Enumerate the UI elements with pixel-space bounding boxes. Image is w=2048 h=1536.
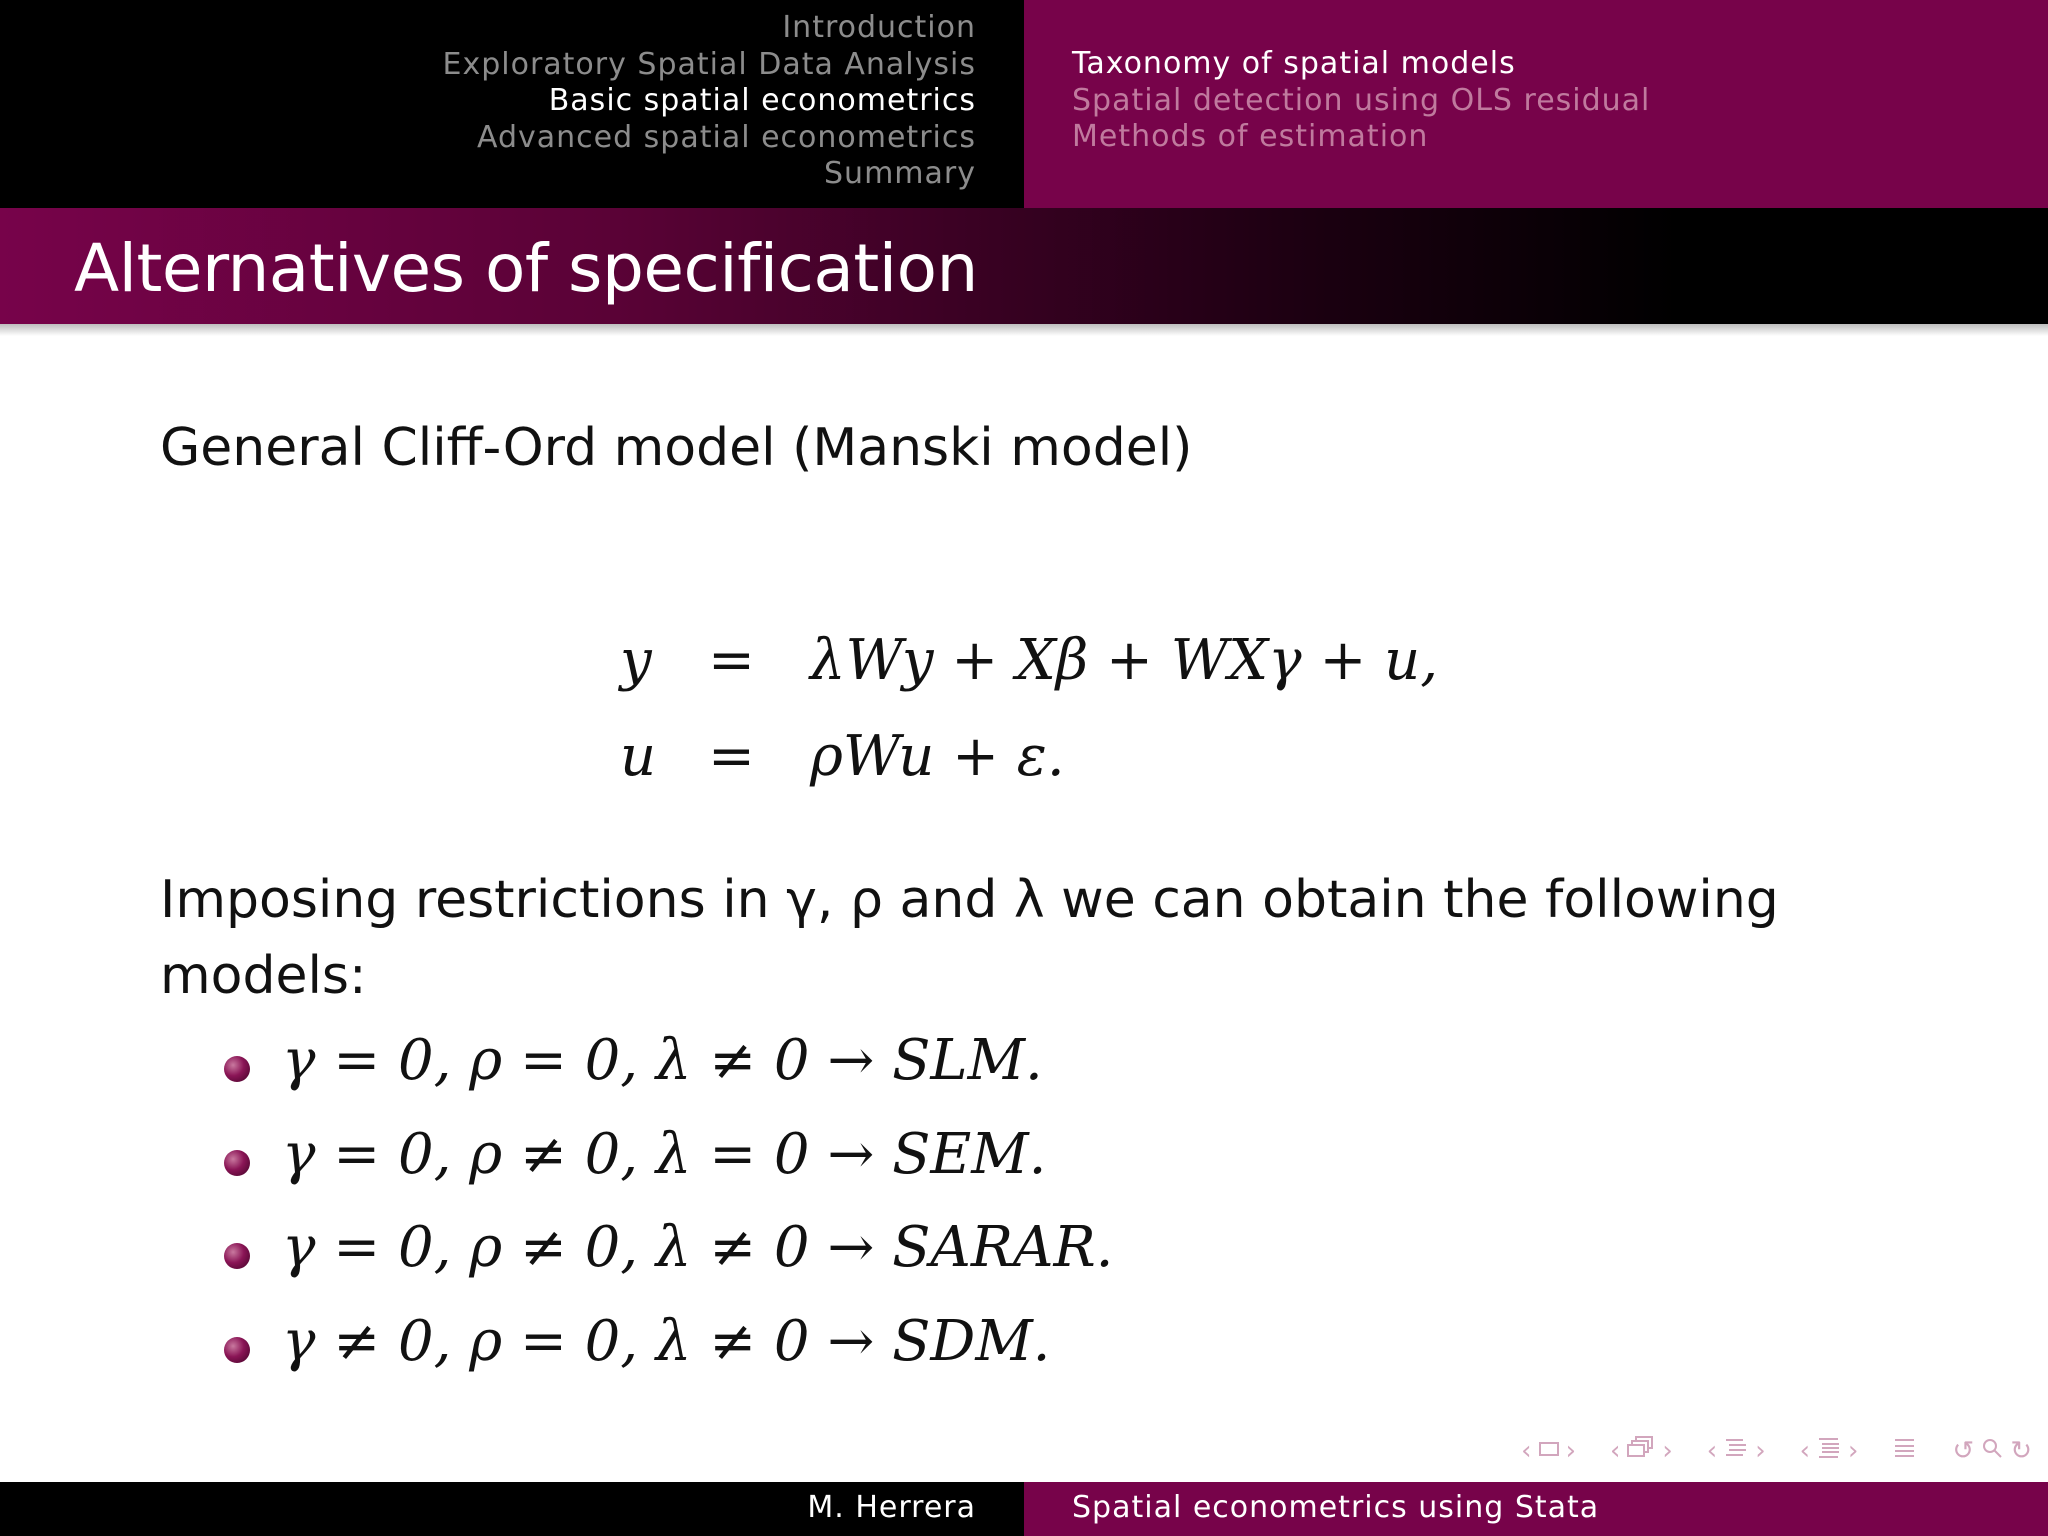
equation-relation: = — [708, 724, 755, 789]
subsection-spatial-detection-ols-residual[interactable]: Spatial detection using OLS residual — [1072, 82, 1651, 118]
section-list — [443, 10, 977, 193]
equation-lhs: y — [620, 628, 652, 693]
equation-rhs: ρWu + ε. — [810, 724, 1065, 789]
footer-talk-title: Spatial econometrics using Stata — [1072, 1490, 1600, 1525]
arrow-right-icon[interactable]: › — [1662, 1436, 1673, 1466]
navigation-symbols — [1521, 1434, 2032, 1468]
search-icon[interactable] — [1980, 1436, 2004, 1467]
title-shadow — [0, 324, 2048, 336]
document-icon[interactable] — [1816, 1436, 1842, 1467]
subsection-icon[interactable] — [1626, 1435, 1656, 1468]
section-basic-spatial-econometrics[interactable]: Basic spatial econometrics — [548, 83, 976, 118]
restrictions-paragraph: Imposing restrictions in γ, ρ and λ we can obtain the following models: — [160, 870, 1779, 1006]
bullet-icon — [224, 1150, 250, 1176]
arrow-right-icon[interactable]: › — [1755, 1436, 1766, 1466]
model-condition: γ = 0, ρ ≠ 0, λ ≠ 0 → SARAR. — [282, 1215, 1114, 1280]
bullet-icon — [224, 1243, 250, 1269]
frame-icon[interactable] — [1538, 1436, 1560, 1466]
appendix-icon[interactable] — [1892, 1436, 1918, 1467]
arrow-left-icon[interactable]: ‹ — [1706, 1436, 1718, 1466]
frame-title: Alternatives of specification — [74, 230, 978, 307]
frame-title-bar — [0, 208, 2048, 324]
arrow-left-icon[interactable]: ‹ — [1521, 1436, 1532, 1466]
model-condition: γ = 0, ρ = 0, λ ≠ 0 → SLM. — [282, 1028, 1043, 1093]
back-icon[interactable]: ↺ — [1952, 1436, 1975, 1466]
subsection-taxonomy-of-spatial-models[interactable]: Taxonomy of spatial models — [1072, 46, 1516, 81]
section-icon[interactable] — [1723, 1436, 1749, 1467]
arrow-left-icon[interactable]: ‹ — [1609, 1436, 1621, 1466]
section-introduction[interactable]: Introduction — [782, 10, 976, 45]
equation-lhs: u — [620, 724, 657, 789]
footer-author-panel — [0, 1482, 1024, 1536]
footer-author: M. Herrera — [807, 1490, 976, 1525]
forward-icon[interactable]: ↻ — [2010, 1436, 2032, 1466]
section-nav-panel — [0, 0, 1024, 208]
arrow-right-icon[interactable]: › — [1848, 1436, 1859, 1466]
footer — [0, 1482, 2048, 1536]
section-summary[interactable]: Summary — [824, 156, 976, 191]
subsection-methods-of-estimation[interactable]: Methods of estimation — [1072, 119, 1429, 154]
model-condition: γ ≠ 0, ρ = 0, λ ≠ 0 → SDM. — [282, 1308, 1051, 1374]
arrow-left-icon[interactable]: ‹ — [1799, 1436, 1810, 1466]
intro-text: General Cliff-Ord model (Manski model) — [160, 418, 1193, 478]
equation-relation: = — [708, 628, 755, 693]
section-advanced-spatial-econometrics[interactable]: Advanced spatial econometrics — [476, 119, 976, 155]
subsection-nav-panel — [1024, 0, 2048, 208]
arrow-right-icon[interactable]: › — [1565, 1436, 1576, 1466]
footer-title-panel — [1024, 1482, 2048, 1536]
subsection-list — [1072, 46, 1650, 156]
section-exploratory-spatial-data-analysis[interactable]: Exploratory Spatial Data Analysis — [442, 46, 976, 82]
header-navigation — [0, 0, 2048, 208]
bullet-icon — [224, 1337, 250, 1363]
model-condition: γ = 0, ρ ≠ 0, λ = 0 → SEM. — [282, 1121, 1047, 1187]
bullet-icon — [224, 1056, 250, 1082]
equation-rhs: λWy + Xβ + WXγ + u, — [810, 628, 1439, 693]
